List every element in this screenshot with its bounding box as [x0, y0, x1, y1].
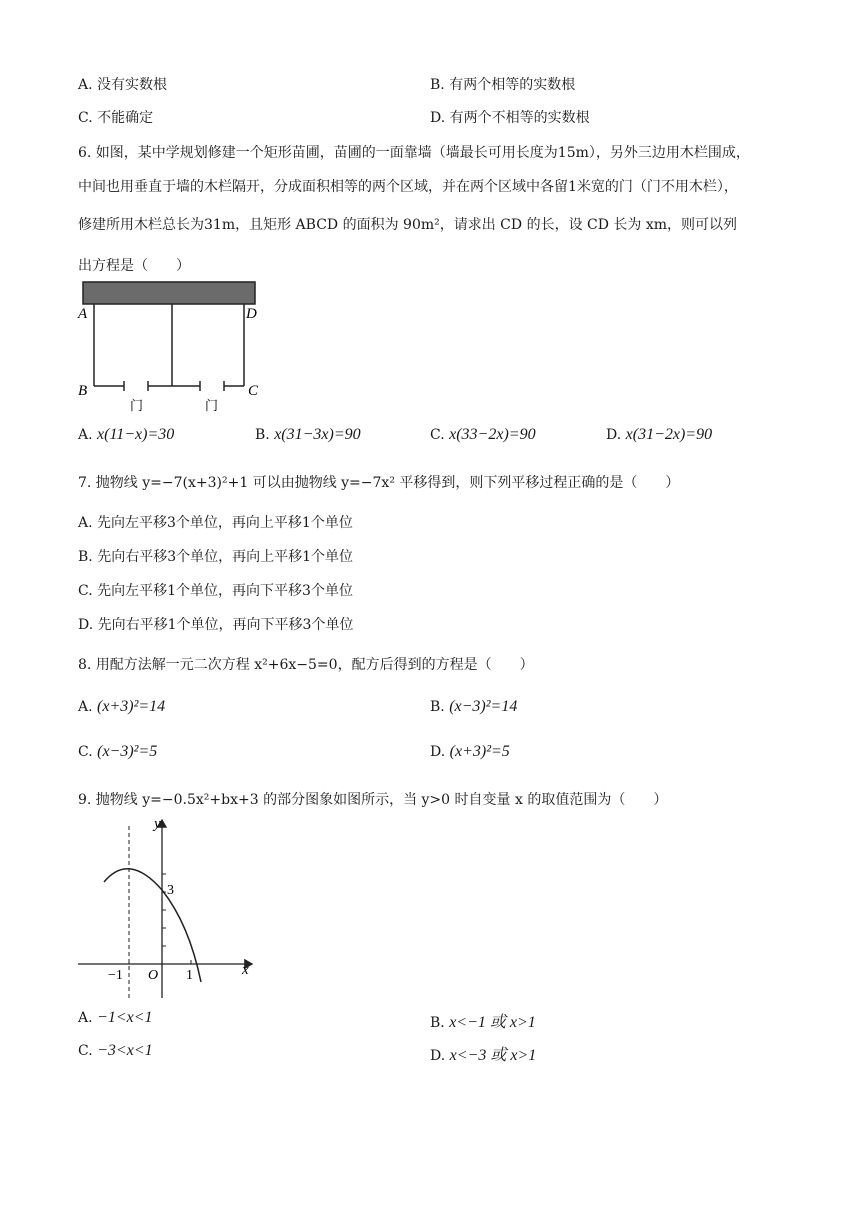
q6-stem-line-3: 修建所用木栏总长为31m，且矩形 ABCD 的面积为 90m²，请求出 CD 的长，设 CD 长为 xm，则可以列	[78, 217, 738, 233]
option-label: D.	[430, 110, 446, 126]
option-label: D.	[78, 617, 94, 633]
q9-stem: 9. 抛物线 y=−0.5x²+bx+3 的部分图象如图所示，当 y>0 时自变量 x 的取值范围为（ ）	[78, 792, 668, 808]
q8-option-b[interactable]	[430, 698, 517, 716]
option-text: 先向左平移3个单位，再向上平移1个单位	[97, 515, 353, 531]
q9-option-a[interactable]	[78, 1009, 153, 1027]
option-text: 有两个相等的实数根	[449, 77, 576, 93]
q7-option-b[interactable]	[78, 546, 353, 566]
option-text: 有两个不相等的实数根	[449, 110, 590, 126]
option-text: x(31−2x)=90	[625, 426, 713, 443]
option-label: C.	[78, 744, 93, 760]
option-text: x(33−2x)=90	[449, 426, 536, 443]
option-text: x<−3 或 x>1	[449, 1047, 537, 1064]
option-label: C.	[78, 110, 93, 126]
q8-option-d[interactable]	[430, 743, 510, 761]
option-label: D.	[606, 427, 622, 443]
q7-option-a[interactable]	[78, 512, 353, 532]
q6-option-d[interactable]	[606, 426, 712, 444]
option-text: −1<x<1	[97, 1009, 153, 1026]
q6-option-b[interactable]	[255, 426, 361, 444]
option-text: 先向右平移3个单位，再向上平移1个单位	[97, 549, 354, 565]
parabola-curve	[104, 869, 201, 982]
option-text: −3<x<1	[97, 1042, 153, 1059]
option-label: B.	[78, 549, 93, 565]
q6-stem-line-1: 6. 如图，某中学规划修建一个矩形苗圃，苗圃的一面靠墙（墙最长可用长度为15m），另外三边用木栏围成，	[78, 145, 750, 161]
gate-label-1: 门	[130, 398, 144, 413]
q6-stem-line-4: 出方程是（ ）	[78, 258, 190, 274]
q5-option-d[interactable]	[430, 107, 590, 127]
option-text: (x−3)²=14	[449, 698, 518, 715]
q6-figure	[72, 278, 272, 416]
option-text: x<−1 或 x>1	[449, 1014, 536, 1031]
option-label: C.	[430, 427, 445, 443]
option-label: A.	[78, 427, 93, 443]
q8-stem: 8. 用配方法解一元二次方程 x²+6x−5=0，配方后得到的方程是（ ）	[78, 657, 534, 673]
fence-diagram	[72, 278, 272, 416]
q8-option-c[interactable]	[78, 743, 157, 761]
option-text: 没有实数根	[97, 77, 168, 93]
q9-graph	[74, 812, 264, 1000]
q6-stem-line-2: 中间也用垂直于墙的木栏隔开，分成面积相等的两个区域，并在两个区域中各留1米宽的门（门不用木栏），	[78, 179, 738, 195]
option-label: B.	[430, 77, 445, 93]
option-text: (x+3)²=5	[449, 743, 510, 760]
q7-option-c[interactable]	[78, 580, 353, 600]
label-b: B	[78, 383, 88, 399]
y-axis-label: y	[154, 816, 161, 832]
q5-option-c[interactable]	[78, 107, 153, 127]
option-text: 先向左平移1个单位，再向下平移3个单位	[97, 583, 353, 599]
q5-option-b[interactable]	[430, 74, 575, 94]
option-label: D.	[430, 744, 446, 760]
option-label: A.	[78, 699, 93, 715]
option-label: B.	[255, 427, 270, 443]
option-text: 不能确定	[97, 110, 154, 126]
tick-label-3: 3	[167, 883, 174, 898]
option-label: B.	[430, 699, 445, 715]
label-c: C	[248, 383, 259, 399]
label-d: D	[246, 306, 257, 322]
option-label: A.	[78, 77, 93, 93]
option-label: B.	[430, 1015, 445, 1031]
x-axis-label: x	[242, 962, 249, 978]
option-text: x(11−x)=30	[97, 426, 175, 443]
tick-label-neg1: −1	[108, 968, 123, 983]
option-text: (x+3)²=14	[97, 698, 166, 715]
wall	[83, 282, 255, 304]
option-label: C.	[78, 583, 93, 599]
q6-option-a[interactable]	[78, 426, 174, 444]
gate-label-2: 门	[205, 398, 219, 413]
option-text: x(31−3x)=90	[274, 426, 361, 443]
label-a: A	[78, 306, 88, 322]
option-text: 先向右平移1个单位，再向下平移3个单位	[97, 617, 354, 633]
q9-option-b[interactable]	[430, 1009, 536, 1032]
q7-stem: 7. 抛物线 y=−7(x+3)²+1 可以由抛物线 y=−7x² 平移得到，则下列平移过程正确的是（ ）	[78, 475, 680, 491]
origin-label: O	[148, 968, 159, 983]
option-label: A.	[78, 1010, 93, 1026]
q6-option-c[interactable]	[430, 426, 536, 444]
q9-option-c[interactable]	[78, 1042, 153, 1060]
parabola-graph	[74, 812, 264, 1000]
q9-option-d[interactable]	[430, 1042, 536, 1065]
option-label: D.	[430, 1048, 446, 1064]
q8-option-a[interactable]	[78, 698, 165, 716]
option-text: (x−3)²=5	[97, 743, 158, 760]
tick-label-1: 1	[186, 968, 193, 983]
option-label: A.	[78, 515, 93, 531]
option-label: C.	[78, 1043, 93, 1059]
q7-option-d[interactable]	[78, 614, 353, 634]
q5-option-a[interactable]	[78, 74, 167, 94]
